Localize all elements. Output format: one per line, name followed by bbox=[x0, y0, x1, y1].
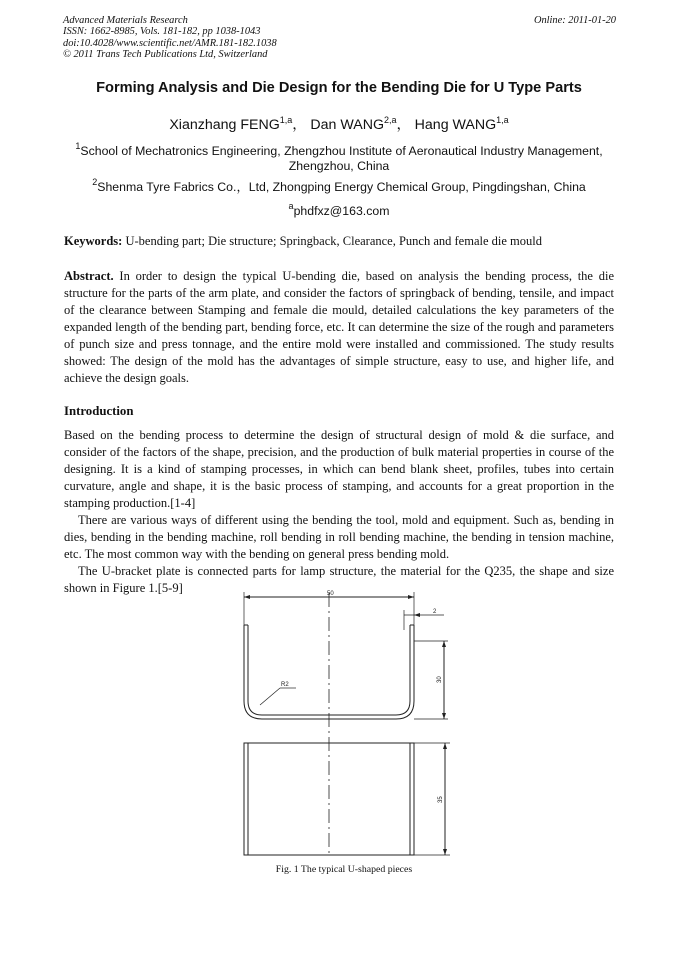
dim-radius-leader bbox=[260, 688, 280, 705]
copyright-line: © 2011 Trans Tech Publications Ltd, Switzerland bbox=[63, 49, 268, 61]
journal-header bbox=[63, 15, 443, 61]
author-list bbox=[40, 114, 638, 134]
dim-thickness-label: 2 bbox=[433, 609, 437, 615]
issn-line: ISSN: 1662-8985, Vols. 181-182, pp 1038-1043 bbox=[63, 26, 261, 38]
paragraph: There are various ways of different using the bending the tool, mold and equipment. Such as, bending in dies, bending in the bending machine, roll bending in roll bending machine, the bending in tension machine, etc. The most common way with the bending on general press bending mold. bbox=[64, 513, 614, 561]
dim-depth-label: 35 bbox=[438, 796, 444, 803]
dim-arrow bbox=[408, 595, 414, 599]
dim-height-label: 30 bbox=[437, 676, 443, 683]
paper-title: Forming Analysis and Die Design for the Bending Die for U Type Parts bbox=[96, 80, 582, 96]
doi-line: doi:10.4028/www.scientific.net/AMR.181-182.1038 bbox=[63, 37, 277, 49]
email-text: phdfxz@163.com bbox=[293, 204, 390, 218]
author-affil-mark: 1,a bbox=[279, 115, 293, 125]
keywords-label: Keywords: bbox=[64, 234, 123, 248]
contact-email bbox=[40, 199, 638, 219]
author: Dan WANG bbox=[310, 117, 384, 133]
author-affil-mark: 1,a bbox=[496, 115, 509, 125]
affiliation-text: Shenma Tyre Fabrics Co.，Ltd, Zhongping Energy Chemical Group, Pingdingshan, China bbox=[97, 180, 586, 194]
abstract bbox=[64, 268, 614, 387]
abstract-label: Abstract. bbox=[64, 269, 114, 283]
abstract-text: In order to design the typical U-bending die, based on analysis the bending process, the die structure for the parts of the arm plate, and consider the factors of springback of bending, tensile, and impact of the clearance between Stamping and female die mould, detailed calculations the key parameters of the expanded length of the bending part, bending force, etc. It can determine the size of the rough and parameters of punch size and press tonnage, and the entire mold were installed and commissioned. The study results showed: The design of the mold has the advantages of simple structure, easy to use, and higher life, and achieve the design goals. bbox=[64, 269, 615, 385]
author-affil-mark: 2,a bbox=[384, 115, 397, 125]
section-heading-introduction: Introduction bbox=[64, 404, 134, 418]
paragraph: Based on the bending process to determine the design of structural design of mold & die surface, and consider of the factors of the shape, precision, and the production of bulk material properties in course of the designing. It is a kind of stamping processes, in which can bend blank sheet, profiles, tubes into certain curvature, angle and shape, it is the basic process of stamping, and accounts for a great proportion in the stamping production.[1-4] bbox=[64, 428, 614, 510]
author: Hang WANG bbox=[414, 117, 497, 133]
keywords-text: U-bending part; Die structure; Springback, Clearance, Punch and female die mould bbox=[125, 234, 542, 248]
figure-caption: Fig. 1 The typical U-shaped pieces bbox=[275, 864, 413, 875]
email-mark: a bbox=[288, 201, 294, 211]
author: Xianzhang FENG bbox=[169, 117, 280, 133]
author-separator: ， bbox=[292, 117, 307, 133]
dim-arrow bbox=[443, 849, 447, 855]
introduction-body bbox=[64, 427, 614, 597]
author-separator: ， bbox=[396, 117, 411, 133]
affiliation-mark: 1 bbox=[75, 141, 81, 151]
journal-name: Advanced Materials Research bbox=[63, 15, 188, 26]
affiliation-2 bbox=[40, 175, 638, 195]
online-date: Online: 2011-01-20 bbox=[533, 15, 616, 26]
affiliation-text: School of Mechatronics Engineering, Zhengzhou Institute of Aeronautical Industry Management, Zhengzhou, China bbox=[80, 144, 603, 173]
dim-width-label: 50 bbox=[327, 591, 334, 597]
dim-arrow bbox=[414, 613, 420, 617]
dim-arrow bbox=[442, 641, 446, 647]
affiliation-mark: 2 bbox=[92, 177, 98, 187]
dim-arrow bbox=[443, 743, 447, 749]
keywords bbox=[64, 233, 614, 250]
dim-radius-label: R2 bbox=[281, 682, 289, 688]
dim-arrow bbox=[442, 713, 446, 719]
paragraph: The U-bracket plate is connected parts for lamp structure, the material for the Q235, the shape and size shown in Figure 1.[5-9] bbox=[64, 564, 614, 595]
dim-arrow bbox=[244, 595, 250, 599]
affiliation-1 bbox=[64, 139, 614, 174]
figure-u-shaped-piece bbox=[226, 585, 462, 863]
